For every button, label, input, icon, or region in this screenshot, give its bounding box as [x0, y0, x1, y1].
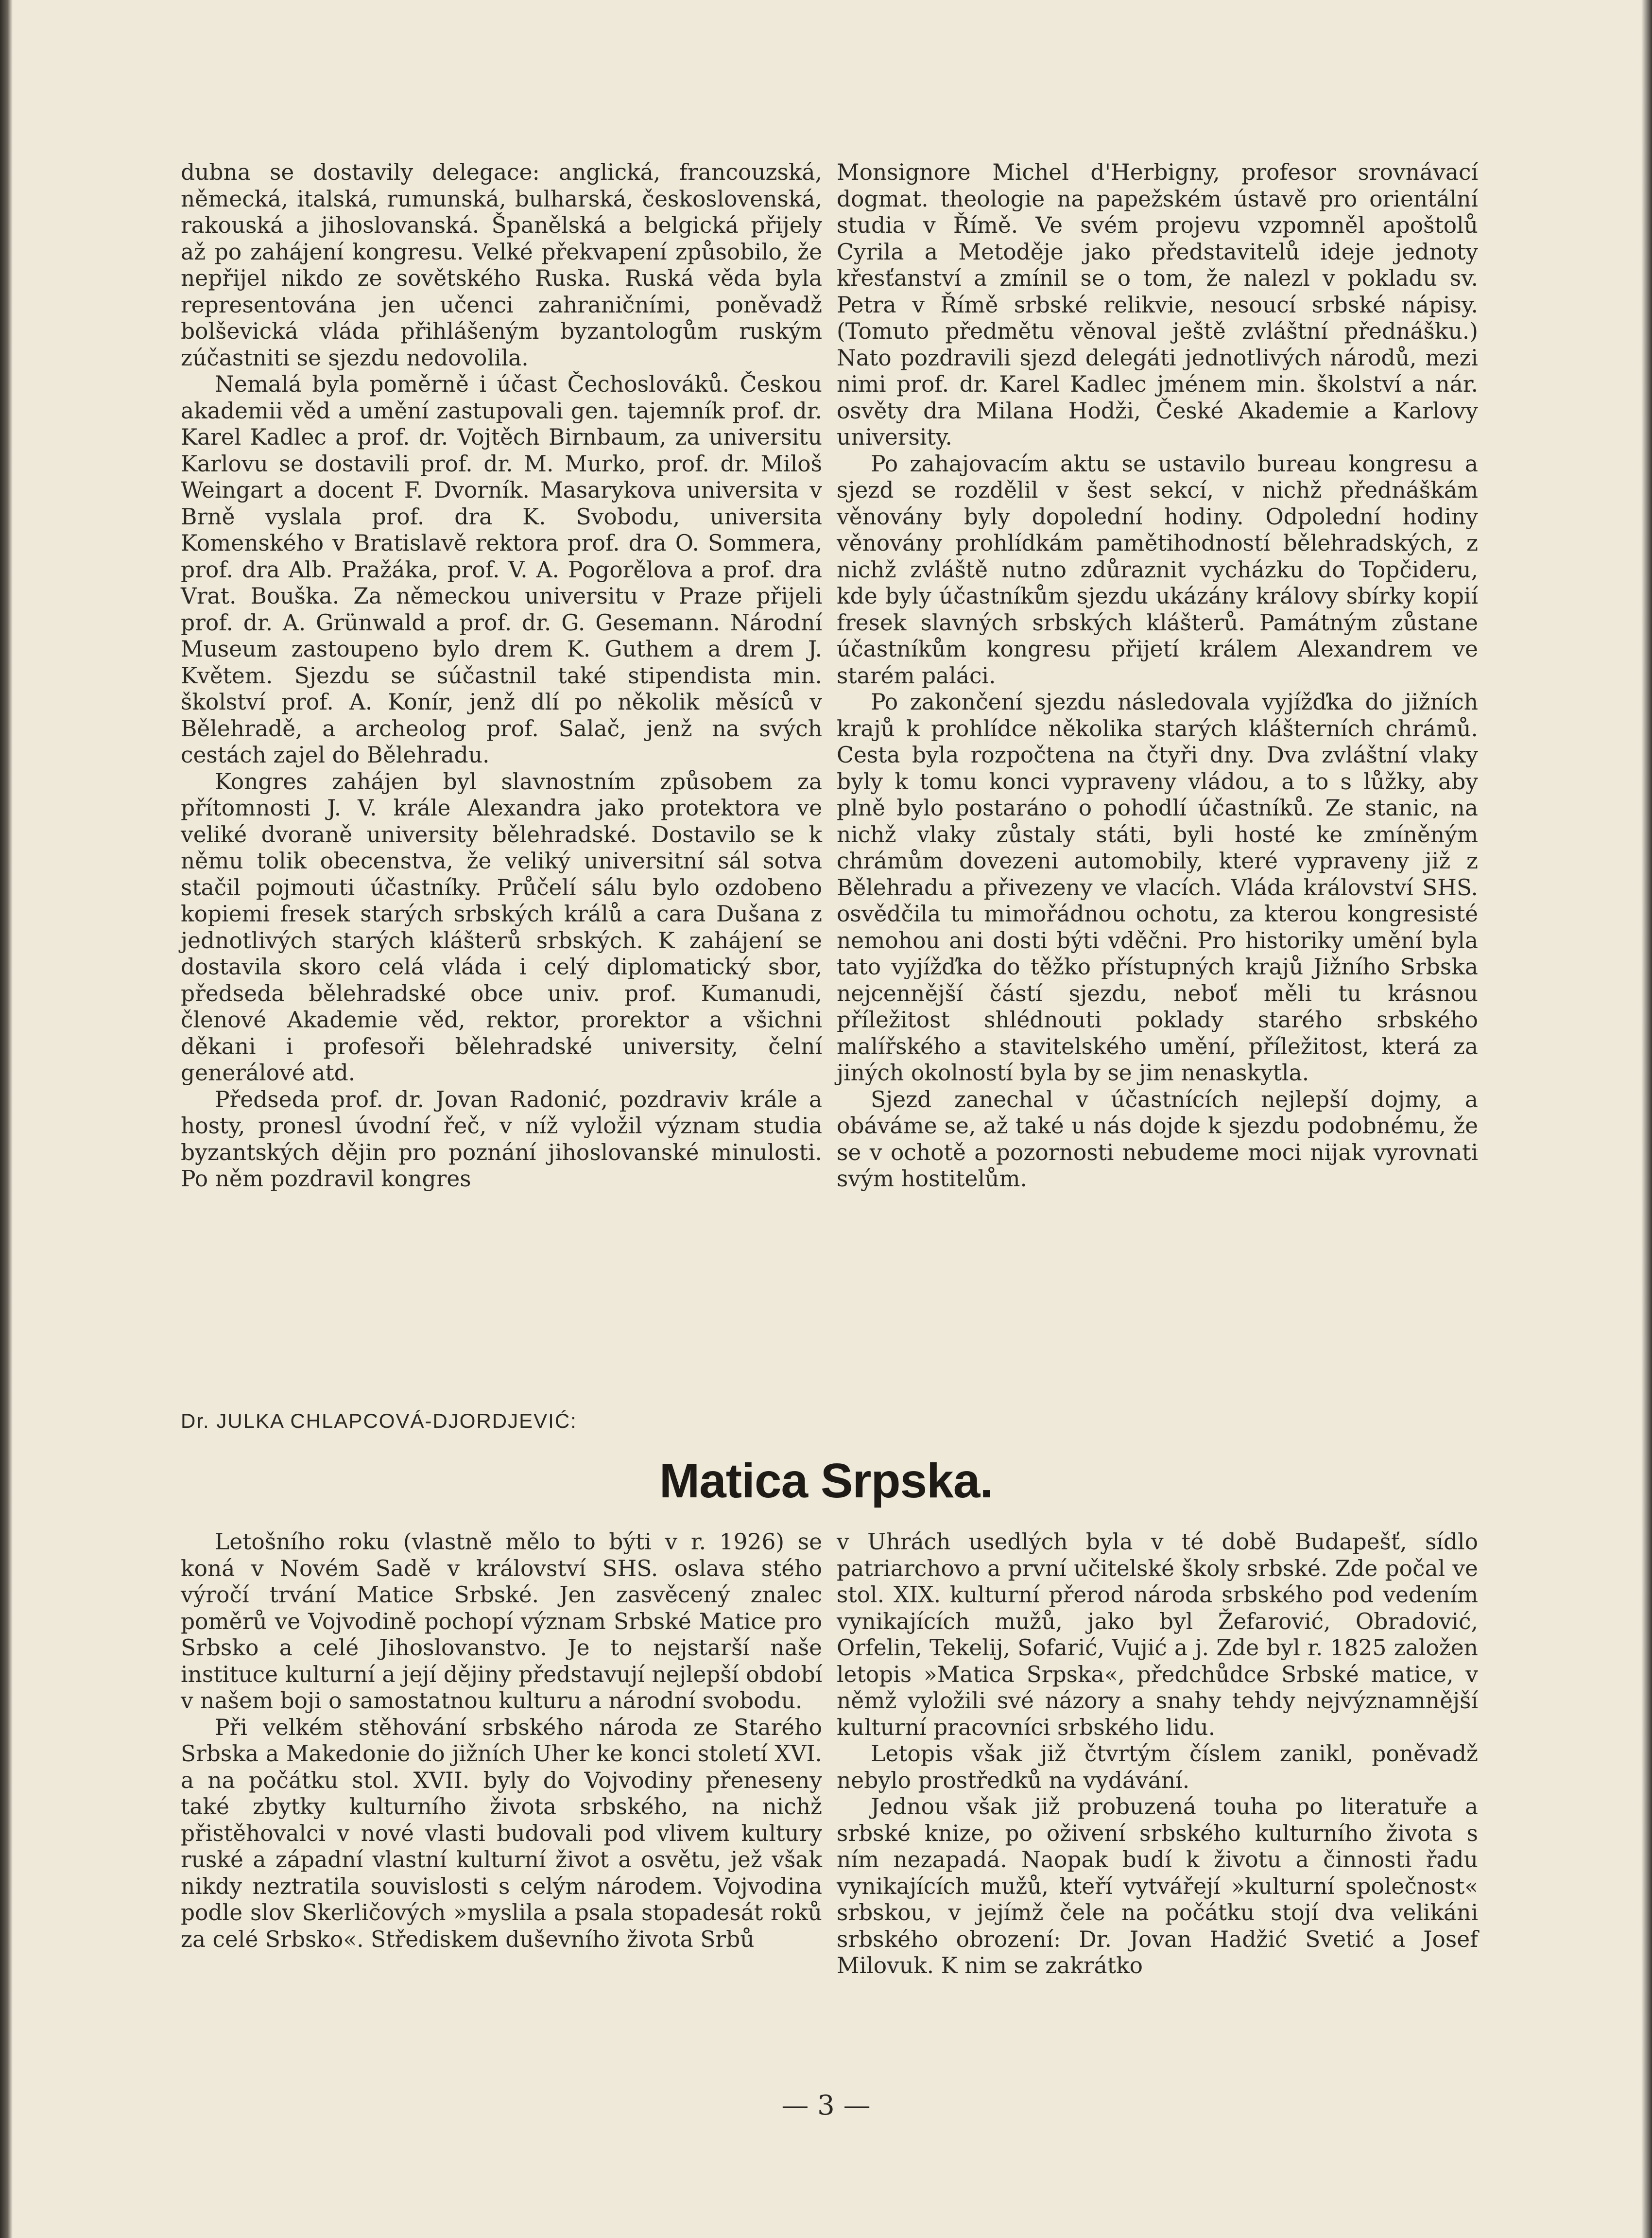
paragraph: Monsignore Michel d'Herbigny, profesor srovnávací dogmat. theologie na papežském ústavě pro orientální studia v Římě. Ve svém projevu vzpomněl apoštolů Cyrila a Metoděje jako představitelů ideje jednoty křesťanství a zmínil se o tom, že nalezl v pokladu sv. Petra v Římě srbské relikvie, nesoucí srbské nápisy. (Tomuto předmětu věnoval ještě zvláštní přednášku.) Nato pozdravili sjezd delegáti jednotlivých národů, mezi nimi prof. dr. Karel Kadlec jménem min. školství a nár. osvěty dra Milana Hodži, České Akademie a Karlovy university. [837, 159, 1478, 450]
article2-column-right [837, 1529, 1478, 1979]
page-number: — 3 — [781, 2090, 871, 2121]
article1-column-right [837, 159, 1478, 1193]
paragraph: dubna se dostavily delegace: anglická, francouzská, německá, italská, rumunská, bulharská, československá, rakouská a jihoslovanská. Španělská a belgická přijely až po zahájení kongresu. Velké překvapení způsobilo, že nepřijel nikdo ze sovětského Ruska. Ruská věda byla representována jen učenci zahraničními, poněvadž bolševická vláda přihlášeným byzantologům ruským zúčastniti se sjezdu nedovolila. [181, 159, 822, 371]
paragraph: Při velkém stěhování srbského národa ze Starého Srbska a Makedonie do jižních Uher ke konci století XVI. a na počátku stol. XVII. byly do Vojvodiny přeneseny také zbytky kulturního života srbského, na nichž přistěhovalci v nové vlasti budovali pod vlivem kultury ruské a západní vlastní kulturní život a osvětu, jež však nikdy neztratila souvislosti s celým národem. Vojvodina podle slov Skerličových »myslila a psala stopadesát roků za celé Srbsko«. Střediskem duševního života Srbů [181, 1714, 822, 1952]
paragraph: Kongres zahájen byl slavnostním způsobem za přítomnosti J. V. krále Alexandra jako protektora ve veliké dvoraně university bělehradské. Dostavilo se k němu tolik obecenstva, že veliký universitní sál sotva stačil pojmouti účastníky. Průčelí sálu bylo ozdobeno kopiemi fresek starých srbských králů a cara Dušana z jednotlivých starých klášterů srbských. K zahájení se dostavila skoro celá vláda i celý diplomatický sbor, předseda bělehradské obce univ. prof. Kumanudi, členové Akademie věd, rektor, prorektor a všichni děkani i profesoři bělehradské university, čelní generálové atd. [181, 768, 822, 1086]
paragraph: Po zakončení sjezdu následovala vyjížďka do jižních krajů k prohlídce několika starých klášterních chrámů. Cesta byla rozpočtena na čtyři dny. Dva zvláštní vlaky byly k tomu konci vypraveny vládou, a to s lůžky, aby plně bylo postaráno o pohodlí účastníků. Ze stanic, na nichž vlaky zůstaly státi, byli hosté ke zmíněným chrámům dovezeni automobily, které vypraveny již z Bělehradu a přivezeny ve vlacích. Vláda království SHS. osvědčila tu mimořádnou ochotu, za kterou kongresisté nemohou ani dosti býti vděčni. Pro historiky umění byla tato vyjížďka do těžko přístupných krajů Jižního Srbska nejcennější částí sjezdu, neboť měli tu krásnou příležitost shlédnouti poklady starého srbského malířského a stavitelského umění, příležitost, která za jiných okolností byla by se jim nenaskytla. [837, 689, 1478, 1086]
article2-column-left [181, 1529, 822, 1953]
paragraph: Letopis však již čtvrtým číslem zanikl, poněvadž nebylo prostředků na vydávání. [837, 1741, 1478, 1793]
paragraph: Předseda prof. dr. Jovan Radonić, pozdraviv krále a hosty, pronesl úvodní řeč, v níž vyložil význam studia byzantských dějin pro poznání jihoslovanské minulosti. Po něm pozdravil kongres [181, 1086, 822, 1192]
article-author: Dr. JULKA CHLAPCOVÁ-DJORDJEVIĆ: [181, 1409, 577, 1432]
paragraph: Sjezd zanechal v účastnících nejlepší dojmy, a obáváme se, až také u nás dojde k sjezdu podobnému, že se v ochotě a pozornosti nebudeme moci nijak vyrovnati svým hostitelům. [837, 1086, 1478, 1192]
paragraph: Jednou však již probuzená touha po literatuře a srbské knize, po oživení srbského kulturního života s ním nezapadá. Naopak budí k životu a činnosti řadu vynikajících mužů, kteří vytvářejí »kulturní společnost« srbskou, v jejímž čele na počátku stojí dva velikáni srbského obrození: Dr. Jovan Hadžić Svetić a Josef Milovuk. K nim se zakrátko [837, 1794, 1478, 1978]
paragraph: Po zahajovacím aktu se ustavilo bureau kongresu a sjezd se rozdělil v šest sekcí, v nichž přednáškám věnovány byly dopolední hodiny. Odpolední hodiny věnovány prohlídkám pamětihodností bělehradských, z nichž zvláště nutno zdůraznit vycházku do Topčideru, kde byly účastníkům sjezdu ukázány královy sbírky kopií fresek slavných srbských klášterů. Památným zůstane účastníkům kongresu přijetí králem Alexandrem ve starém paláci. [837, 451, 1478, 689]
paragraph: v Uhrách usedlých byla v té době Budapešť, sídlo patriarchovo a první učitelské školy srbské. Zde počal ve stol. XIX. kulturní přerod národa srbského pod vedením vynikajících mužů, jako byl Žefarović, Obradović, Orfelin, Tekelij, Sofarić, Vujić a j. Zde byl r. 1825 založen letopis »Matica Srpska«, předchůdce Srbské matice, v němž vyložili své názory a snahy tehdy nejvýznamnější kulturní pracovníci srbského lidu. [837, 1529, 1478, 1740]
article1-column-left [181, 159, 822, 1193]
paragraph: Nemalá byla poměrně i účast Čechoslováků. Českou akademii věd a umění zastupovali gen. tajemník prof. dr. Karel Kadlec a prof. dr. Vojtěch Birnbaum, za universitu Karlovu se dostavili prof. dr. M. Murko, prof. dr. Miloš Weingart a docent F. Dvorník. Masarykova universita v Brně vyslala prof. dra K. Svobodu, universita Komenského v Bratislavě rektora prof. dra O. Sommera, prof. dra Alb. Pražáka, prof. V. A. Pogorělova a prof. dra Vrat. Bouška. Za německou universitu v Praze přijeli prof. dr. A. Grünwald a prof. dr. G. Gesemann. Národní Museum zastoupeno bylo drem K. Guthem a drem J. Květem. Sjezdu se súčastnil také stipendista min. školství prof. A. Konír, jenž dlí po několik měsíců v Bělehradě, a archeolog prof. Salač, jenž na svých cestách zajel do Bělehradu. [181, 371, 822, 768]
paragraph: Letošního roku (vlastně mělo to býti v r. 1926) se koná v Novém Sadě v království SHS. oslava stého výročí trvání Matice Srbské. Jen zasvěcený znalec poměrů ve Vojvodině pochopí význam Srbské Matice pro Srbsko a celé Jihoslovanstvo. Je to nejstarší naše instituce kulturní a její dějiny představují nejlepší období v našem boji o samostatnou kulturu a národní svobodu. [181, 1529, 822, 1714]
article-title: Matica Srpska. [659, 1454, 993, 1508]
